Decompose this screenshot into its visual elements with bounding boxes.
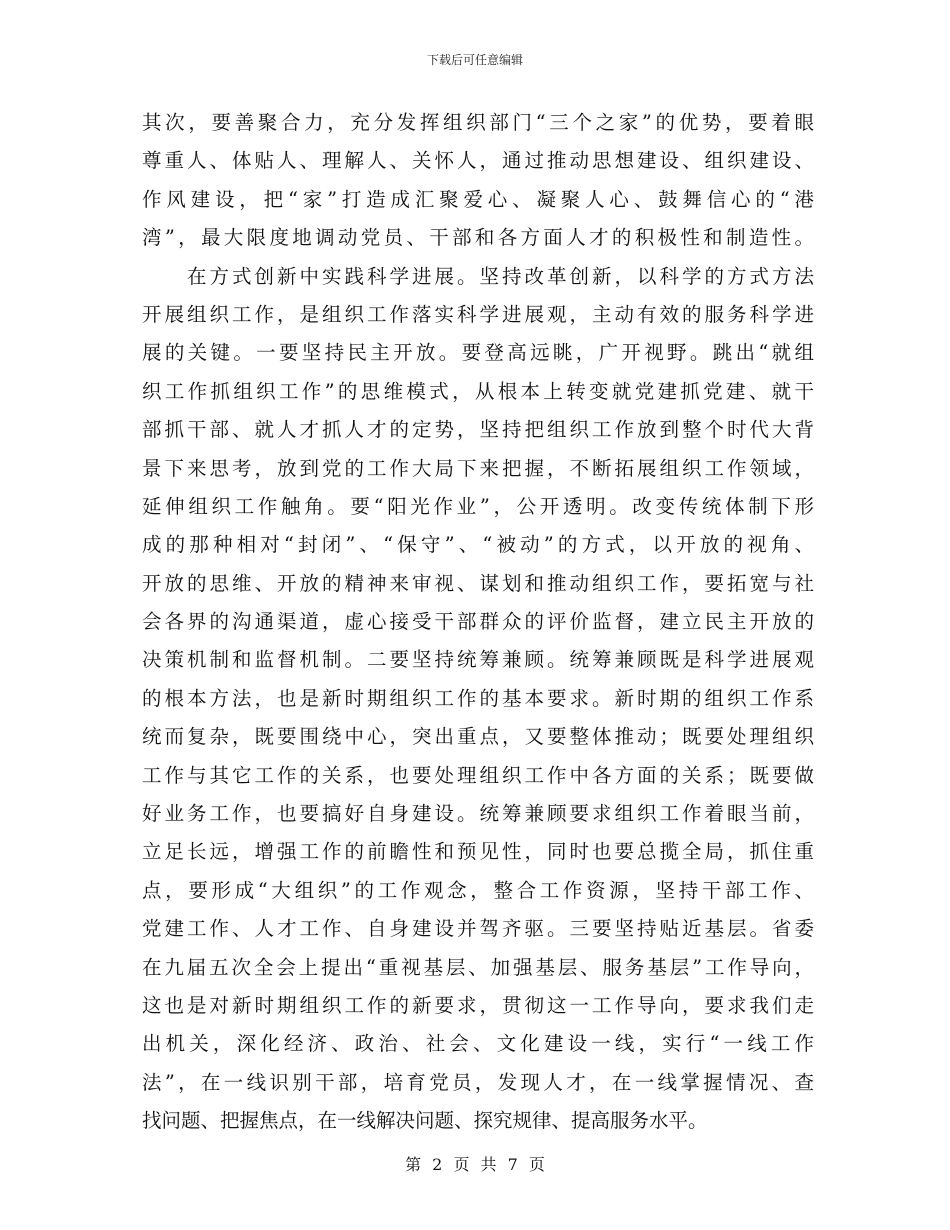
text-line: 在九届五次全会上提出“重视基层、加强基层、服务基层”工作导向， <box>142 955 814 979</box>
text-line: 其次，要善聚合力，充分发挥组织部门“三个之家”的优势，要着眼 <box>142 111 814 134</box>
page-header: 下载后可任意编辑 <box>426 53 523 67</box>
body-text <box>142 104 814 1141</box>
text-line: 湾”，最大限度地调动党员、干部和各方面人才的积极性和制造性。 <box>142 226 814 250</box>
text-line: 成的那种相对“封闭”、“保守”、“被动”的方式，以开放的视角、 <box>142 533 814 557</box>
text-line: 尊重人、体贴人、理解人、关怀人，通过推动思想建设、组织建设、 <box>142 149 814 173</box>
text-line: 法”，在一线识别干部，培育党员，发现人才，在一线掌握情况、查 <box>142 1070 814 1094</box>
text-line: 工作与其它工作的关系，也要处理组织工作中各方面的关系；既要做 <box>142 763 814 787</box>
text-line: 党建工作、人才工作、自身建设并驾齐驱。三要坚持贴近基层。省委 <box>142 917 814 941</box>
page-footer: 第 2 页 共 7 页 <box>405 1155 545 1174</box>
text-line: 立足长远，增强工作的前瞻性和预见性，同时也要总揽全局，抓住重 <box>142 840 814 864</box>
text-line: 找问题、把握焦点，在一线解决问题、探究规律、提高服务水平。 <box>142 1109 708 1133</box>
text-line: 作风建设，把“家”打造成汇聚爱心、凝聚人心、鼓舞信心的“港 <box>142 187 814 211</box>
text-line: 决策机制和监督机制。二要坚持统筹兼顾。统筹兼顾既是科学进展观 <box>142 648 814 672</box>
text-line: 织工作抓组织工作”的思维模式，从根本上转变就党建抓党建、就干 <box>142 379 814 403</box>
text-line: 点，要形成“大组织”的工作观念，整合工作资源，坚持干部工作、 <box>142 878 814 902</box>
text-line: 景下来思考，放到党的工作大局下来把握，不断拓展组织工作领域， <box>142 456 814 480</box>
text-line: 部抓干部、就人才抓人才的定势，坚持把组织工作放到整个时代大背 <box>142 418 814 442</box>
text-line: 展的关键。一要坚持民主开放。要登高远眺，广开视野。跳出“就组 <box>142 341 814 365</box>
text-line: 统而复杂，既要围绕中心，突出重点，又要整体推动；既要处理组织 <box>142 725 814 749</box>
text-line: 这也是对新时期组织工作的新要求，贯彻这一工作导向，要求我们走 <box>142 993 814 1017</box>
text-line: 开展组织工作，是组织工作落实科学进展观，主动有效的服务科学进 <box>142 302 814 326</box>
text-line: 开放的思维、开放的精神来审视、谋划和推动组织工作，要拓宽与社 <box>142 571 814 595</box>
text-line: 延伸组织工作触角。要“阳光作业”，公开透明。改变传统体制下形 <box>142 494 814 518</box>
text-line: 好业务工作，也要搞好自身建设。统筹兼顾要求组织工作着眼当前， <box>142 802 814 826</box>
text-line: 的根本方法，也是新时期组织工作的基本要求。新时期的组织工作系 <box>142 686 814 710</box>
text-line: 出机关，深化经济、政治、社会、文化建设一线，实行“一线工作 <box>142 1032 814 1056</box>
text-line: 会各界的沟通渠道，虚心接受干部群众的评价监督，建立民主开放的 <box>142 610 814 634</box>
text-line: 在方式创新中实践科学进展。坚持改革创新，以科学的方式方法 <box>142 264 814 288</box>
